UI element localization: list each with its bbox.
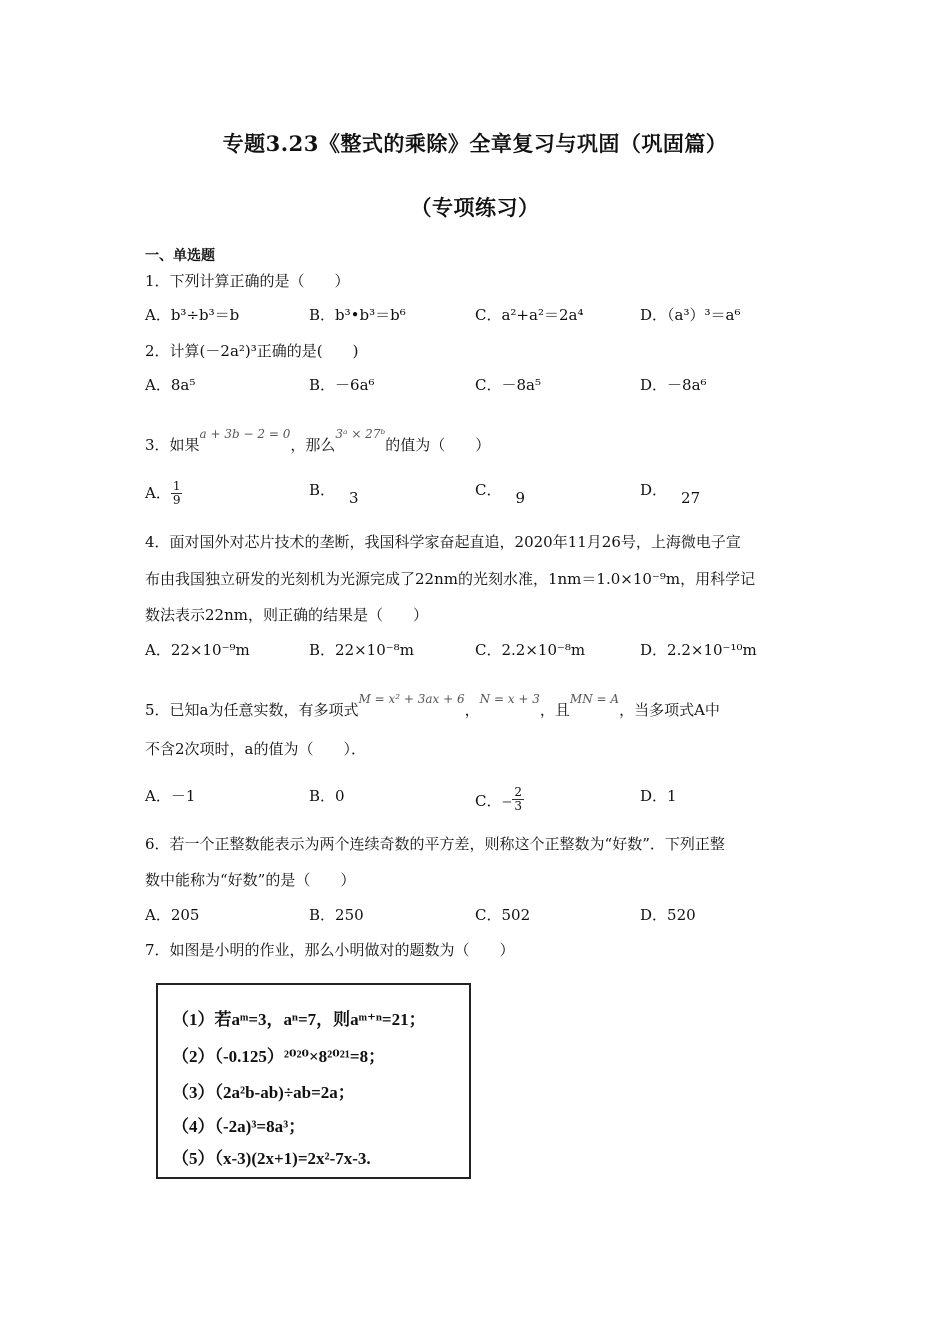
homework-line-4: （4）（-2a)³=8a³； (172, 1117, 306, 1136)
question-3-stem-pre: 3．如果 (145, 436, 200, 454)
question-3-option-a (145, 480, 182, 507)
question-5-options (145, 785, 825, 813)
question-4-option-a: A．22×10⁻⁹m (145, 641, 250, 659)
question-5-formula-mn: MN = A (569, 692, 620, 706)
question-4-line-3: 数法表示22nm，则正确的结果是（ ） (145, 606, 428, 624)
section-heading: 一、单选题 (145, 248, 215, 264)
question-3-formula-expression: 3ᵃ × 27ᵇ (335, 427, 386, 441)
homework-line-2: （2）（-0.125）²⁰²⁰×8²⁰²¹=8； (172, 1047, 386, 1066)
question-5-line-2: 不含2次项时，a的值为（ ）． (145, 740, 366, 758)
question-3-option-d-value: 27 (681, 489, 701, 507)
question-3-option-a-label: A． (145, 484, 171, 502)
question-1-option-c: C．a²+a²＝2a⁴ (475, 306, 584, 324)
question-5-separator-2: ，且 (539, 701, 570, 719)
question-5-option-c-label: C． (475, 792, 502, 810)
question-2-option-c: C．－8a⁵ (475, 376, 541, 394)
question-5-stem (145, 689, 720, 720)
question-5-formula-n: N = x + 3 (479, 692, 540, 706)
homework-line-5: （5）（x-3)(2x+1)=2x²-7x-3. (172, 1149, 371, 1168)
question-4-option-d: D．2.2×10⁻¹⁰m (640, 641, 757, 659)
question-5-option-b: B．0 (309, 787, 345, 805)
question-6-line-1: 6．若一个正整数能表示为两个连续奇数的平方差，则称这个正整数为“好数”．下列正整 (145, 835, 725, 853)
question-3-option-d (640, 480, 701, 507)
question-5-separator-1: ， (464, 701, 480, 719)
question-3-stem-mid: ，那么 (290, 436, 336, 454)
question-3-option-a-fraction (171, 480, 183, 507)
question-6-line-2: 数中能称为“好数”的是（ ） (145, 871, 356, 889)
question-3-option-b (309, 480, 359, 507)
question-1-option-b: B．b³•b³＝b⁶ (309, 306, 406, 324)
question-5-formula-m: M = x² + 3ax + 6 (358, 692, 465, 706)
fraction-numerator: 2 (514, 785, 523, 799)
question-3-option-c (475, 480, 526, 507)
question-5-option-c (475, 786, 524, 813)
question-3-option-c-label: C． (475, 481, 502, 499)
question-3-options (145, 480, 825, 510)
question-6-options (145, 905, 825, 927)
question-4-option-c: C．2.2×10⁻⁸m (475, 641, 586, 659)
fraction-numerator: 1 (172, 479, 181, 493)
document-subtitle: （专项练习） (410, 195, 540, 220)
question-7-stem: 7．如图是小明的作业，那么小明做对的题数为（ ） (145, 941, 515, 959)
homework-line-1: （1）若aᵐ=3，aⁿ=7，则aᵐ⁺ⁿ=21； (172, 1010, 426, 1029)
question-1-option-a: A．b³÷b³＝b (145, 306, 240, 324)
homework-line-3: （3）（2a²b-ab)÷ab=2a； (172, 1083, 355, 1102)
question-4-line-2: 布由我国独立研发的光刻机为光源完成了22nm的光刻水准，1nm＝1.0×10⁻⁹m，用科学记 (145, 570, 756, 588)
question-1-options (145, 305, 825, 327)
question-4-option-b: B．22×10⁻⁸m (309, 641, 414, 659)
question-3-option-c-value: 9 (515, 489, 526, 507)
document-title: 专题3.23《整式的乘除》全章复习与巩固（巩固篇） (222, 131, 728, 156)
question-2-option-b: B．－6a⁶ (309, 376, 375, 394)
question-4-line-1: 4．面对国外对芯片技术的垄断，我国科学家奋起直追，2020年11月26号，上海微电子宣 (145, 533, 741, 551)
question-5-stem-pre: 5．已知a为任意实数，有多项式 (145, 701, 359, 719)
question-3-stem (145, 424, 490, 455)
homework-image (156, 983, 471, 1179)
question-3-option-b-label: B． (309, 481, 336, 499)
question-2-option-a: A．8a⁵ (145, 376, 196, 394)
question-5-option-c-sign: − (501, 795, 513, 810)
fraction-denominator: 3 (514, 799, 523, 813)
question-5-option-a: A．－1 (145, 787, 196, 805)
question-2-option-d: D．－8a⁶ (640, 376, 707, 394)
question-5-option-d: D．1 (640, 787, 677, 805)
question-1-stem: 1．下列计算正确的是（ ） (145, 272, 350, 290)
question-3-formula-condition: a + 3b − 2 = 0 (199, 427, 291, 441)
question-2-stem: 2．计算(－2a²)³正确的是( ) (145, 342, 359, 360)
question-5-option-c-fraction (512, 786, 524, 813)
question-1-option-d: D．（a³）³＝a⁶ (640, 306, 741, 324)
question-6-option-a: A．205 (145, 906, 200, 924)
question-5-stem-post: ，当多项式A中 (619, 701, 720, 719)
question-6-option-c: C．502 (475, 906, 531, 924)
question-3-option-d-label: D． (640, 481, 668, 499)
question-6-option-d: D．520 (640, 906, 696, 924)
fraction-denominator: 9 (172, 493, 181, 507)
question-4-options (145, 640, 825, 662)
question-2-options (145, 375, 825, 397)
question-3-option-b-value: 3 (349, 489, 359, 507)
question-6-option-b: B．250 (309, 906, 364, 924)
question-3-stem-post: 的值为（ ） (385, 436, 491, 454)
